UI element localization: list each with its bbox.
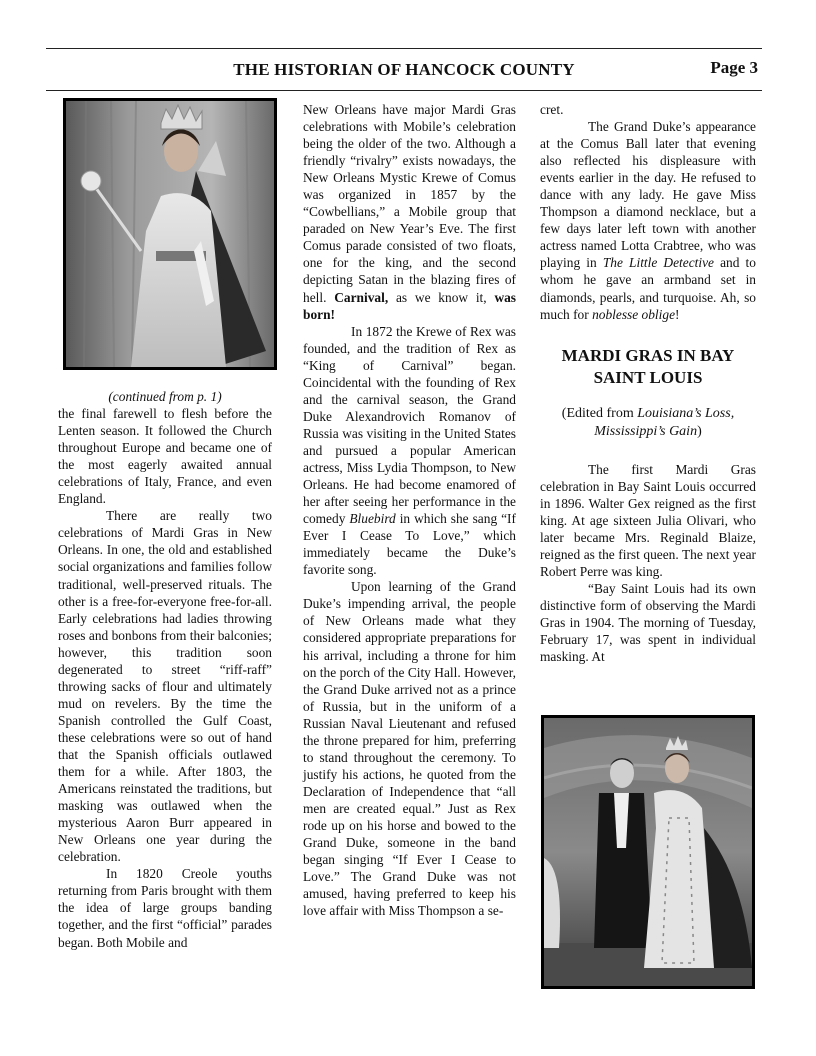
col2-p2-end: in which she sang “If Ever I Cease To Love,” which immediately became the Duke’s favorite song. bbox=[303, 511, 516, 578]
column-3 bbox=[540, 101, 756, 665]
col3-paragraph-3: “Bay Saint Louis had its own distinctive form of observing the Mardi Gras in 1904. The morning of Tuesday, February 17, was spent in individual masking. At bbox=[540, 580, 756, 665]
edited-prefix: (Edited from bbox=[561, 405, 634, 421]
col2-p1-text: New Orleans have major Mardi Gras celebrations with Mobile’s celebration being the older of the two. Although a friendly “rivalry” exists nowadays, the New Orleans Mystic Krewe of Comus was organized in 1857 by the “Cowbellians,” a Mobile group that paraded on New Year’s Eve. The first Comus parade consisted of two floats, one for the king, and the second depicting Satan in the blazing fires of hell. bbox=[303, 102, 516, 305]
col2-paragraph-1 bbox=[303, 101, 516, 323]
noblesse-oblige: noblesse oblige bbox=[592, 306, 676, 322]
col3-p1-mid: and to whom he gave an armband set in diamonds, pearls, and turquoise. Ah, so much for bbox=[540, 255, 756, 322]
king-queen-photo-image bbox=[544, 718, 752, 986]
page-number: Page 3 bbox=[710, 58, 758, 77]
newsletter-title: THE HISTORIAN OF HANCOCK COUNTY bbox=[233, 60, 575, 79]
col3-paragraph-1 bbox=[540, 118, 756, 323]
col1-paragraph-3: In 1820 Creole youths returning from Paris brought with them the idea of large groups banding together, and the first “official” parades began. Both Mobile and bbox=[58, 866, 272, 950]
carnival-bold: Carnival, bbox=[334, 289, 389, 305]
column-1 bbox=[58, 388, 272, 951]
column-2 bbox=[303, 101, 516, 919]
section-heading: MARDI GRAS IN BAY SAINT LOUIS bbox=[561, 345, 735, 387]
queen-photo bbox=[63, 98, 277, 370]
col1-paragraph-1: the final farewell to flesh before the Lenten season. It followed the Church throughout Europe and became one of the most eagerly awaited annual celebrations of Italy, France, and even England. bbox=[58, 406, 272, 507]
col3-p1-text: The Grand Duke’s appearance at the Comus Ball later that evening also reflected his displeasure with events earlier in the day. He refused to dance with any lady. He gave Miss Thompson a diamond necklace, but a few days later left town with another actress named Lotta Crabtree, who was playing in bbox=[540, 119, 756, 271]
source-title: Louisiana’s Loss, Mississippi’s Gain bbox=[594, 405, 735, 439]
continued-note: (continued from p. 1) bbox=[108, 389, 222, 404]
col3-p1-end: ! bbox=[675, 306, 680, 322]
col2-p2-text: In 1872 the Krewe of Rex was founded, and the tradition of Rex as “King of Carnival” began. Coincidental with the founding of Rex and the carnival season, the Grand Duke Alexandrovich Romanov of Russia was visiting in the United States and pursued a popular American actress, Miss Lydia Thompson, to New Orleans. He had become enamored of her after seeing her performance in the comedy bbox=[303, 323, 516, 527]
col2-paragraph-3: Upon learning of the Grand Duke’s impending arrival, the people of New Orleans made what they considered appropriate preparations for his arrival, including a throne for him on the porch of the City Hall. However, the Grand Duke arrived not as a prince of Russia, but in the uniform of a Russian Naval Lieutenant and refused the throne prepared for him, preferring to stand throughout the ceremony. To justify his actions, he quoted from the Declaration of Independence that “all men are created equal.” Just as Rex rode up on his horse and bowed to the Grand Duke, someone in the band began singing “If Ever I Cease to Love.” The Grand Duke was not amused, having preferred to keep his love affair with Miss Thompson a se- bbox=[303, 579, 516, 919]
top-rule bbox=[46, 48, 762, 49]
col2-p1-mid: as we know it, bbox=[395, 289, 487, 305]
queen-photo-image bbox=[66, 101, 274, 367]
edited-from-note bbox=[540, 405, 756, 441]
col1-paragraph-2: There are really two celebrations of Mardi Gras in New Orleans. In one, the old and established social organizations and families follow traditional, well-preserved rituals. The other is a free-for-everyone free-for-all. Early celebrations had ladies throwing roses and bonbons from their balconies; however, this tradition soon degenerated to street “riff-raff” throwing sacks of flour and ultimately mud on revelers. By the time the Spanish controlled the Gulf Coast, these celebrations were so out of hand that the Spanish officials outlawed them for a while. After 1803, the Americans reinstated the traditions, but masking was outlawed when the mysterious Aaron Burr appeared in New Orleans one year during the celebration. bbox=[58, 508, 272, 865]
masthead bbox=[46, 60, 762, 84]
col2-paragraph-2 bbox=[303, 323, 516, 579]
king-queen-photo bbox=[541, 715, 755, 989]
col3-paragraph-2: The first Mardi Gras celebration in Bay Saint Louis occurred in 1896. Walter Gex reigned as the first king. At age sixteen Julia Olivari, who later became Mrs. Reginald Blaize, reigned as the first queen. The next year Robert Perre was king. bbox=[540, 461, 756, 579]
little-detective-title: The Little Detective bbox=[602, 255, 714, 271]
edited-suffix: ) bbox=[697, 423, 702, 439]
header-rule bbox=[46, 90, 762, 91]
col3-paragraph-0: cret. bbox=[540, 102, 564, 117]
bluebird-title: Bluebird bbox=[349, 511, 396, 527]
born-bold: was born! bbox=[303, 289, 517, 322]
